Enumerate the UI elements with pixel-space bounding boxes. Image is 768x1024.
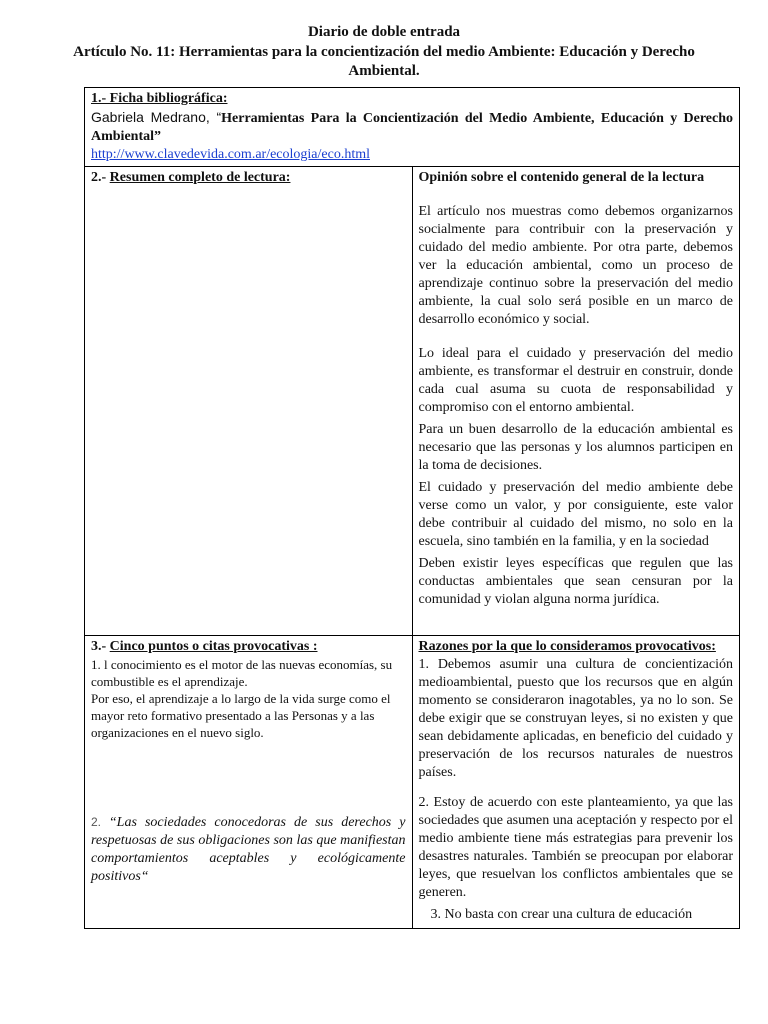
ficha-author: Gabriela Medrano, “ (91, 109, 222, 125)
razones-cell (412, 636, 740, 929)
resumen-cell (85, 167, 413, 636)
resumen-number: 2.- (91, 170, 110, 185)
document-title: Diario de doble entrada (307, 24, 461, 40)
quote-2-text: “Las sociedades conocedoras de sus derechos y respetuosas de sus obligaciones son las que manifiestan comportamientos aceptables y ecológicamente positivos“ (91, 815, 406, 884)
ficha-row (85, 88, 740, 167)
puntos-heading: Cinco puntos o citas provocativas : (109, 639, 318, 654)
opinion-paragraph: Lo ideal para el cuidado y preservación del medio ambiente, es transformar el destruir en construir, donde cada cual asuma su cuota de responsabilidad y compromiso con el entorno ambiental. (418, 346, 733, 415)
resumen-heading: Resumen completo de lectura: (109, 170, 291, 185)
ficha-cell (85, 88, 740, 167)
ficha-heading: 1.- Ficha bibliográfica: (91, 91, 228, 106)
puntos-number: 3.- (91, 639, 110, 654)
resumen-opinion-row (85, 167, 740, 636)
ficha-work-title: Herramientas Para la Concientización del Medio Ambiente, Educación y Derecho Ambiental” (91, 111, 734, 144)
opinion-heading: Opinión sobre el contenido general de la lectura (418, 170, 705, 185)
ficha-citation (91, 108, 733, 146)
article-subtitle: Artículo No. 11: Herramientas para la concientización del medio Ambiente: Educación y Derecho Ambiental. (73, 44, 695, 79)
double-entry-table (84, 87, 740, 929)
reason-2: 2. Estoy de acuerdo con este planteamiento, ya que las sociedades que asumen una aceptación y respecto por el medio ambiente tiene más estrategias para prevenir los desastres naturales. También se preocupan por elaborar leyes, que resuelvan los conflictos ambientales que se generen. (418, 795, 733, 900)
reason-3: 3. No basta con crear una cultura de educación (430, 907, 693, 922)
opinion-paragraph: Para un buen desarrollo de la educación ambiental es necesario que las personas y los alumnos participen en la toma de decisiones. (418, 422, 733, 473)
razones-heading: Razones por la que lo consideramos provocativos: (418, 639, 716, 654)
opinion-paragraph: El cuidado y preservación del medio ambiente debe verse como un valor, y por consiguiente, este valor debe contribuir al cuidado del mismo, no solo en la escuela, sino también en la familia, y en la sociedad (418, 480, 733, 549)
quote-1-continuation: Por eso, el aprendizaje a lo largo de la vida surge como el mayor reto formativo presentado a las Personas y a las organizaciones en el nuevo siglo. (91, 691, 391, 740)
opinion-cell (412, 167, 740, 636)
source-link[interactable]: http://www.clavedevida.com.ar/ecologia/eco.html (91, 147, 370, 162)
puntos-cell (85, 636, 413, 929)
quote-2 (91, 813, 406, 886)
reason-1: 1. Debemos asumir una cultura de concientización medioambiental, puesto que los recursos que en algún momento se consideraron inagotables, ya no lo son. Se debe exigir que se construyan leyes, si no existen y que sean debidamente aplicadas, en beneficio del cuidado y preservación de los recursos naturales de nuestros países. (418, 657, 733, 780)
opinion-paragraph: Deben existir leyes específicas que regulen que las conductas ambientales que sean censuran por la comunidad y violan alguna norma jurídica. (418, 556, 733, 607)
opinion-paragraph: El artículo nos muestras como debemos organizarnos socialmente para contribuir con la preservación y cuidado del medio ambiente. Por otra parte, debemos ver la educación ambiental, como un proceso de aprendizaje continuo sobre la preservación del medio ambiente, la cual solo será posible en un marco de desarrollo económico y social. (418, 204, 733, 327)
quote-1: 1. l conocimiento es el motor de las nuevas economías, su combustible es el aprendizaje. (91, 657, 393, 689)
quote-2-number: 2. (91, 815, 109, 829)
puntos-razones-row (85, 636, 740, 929)
